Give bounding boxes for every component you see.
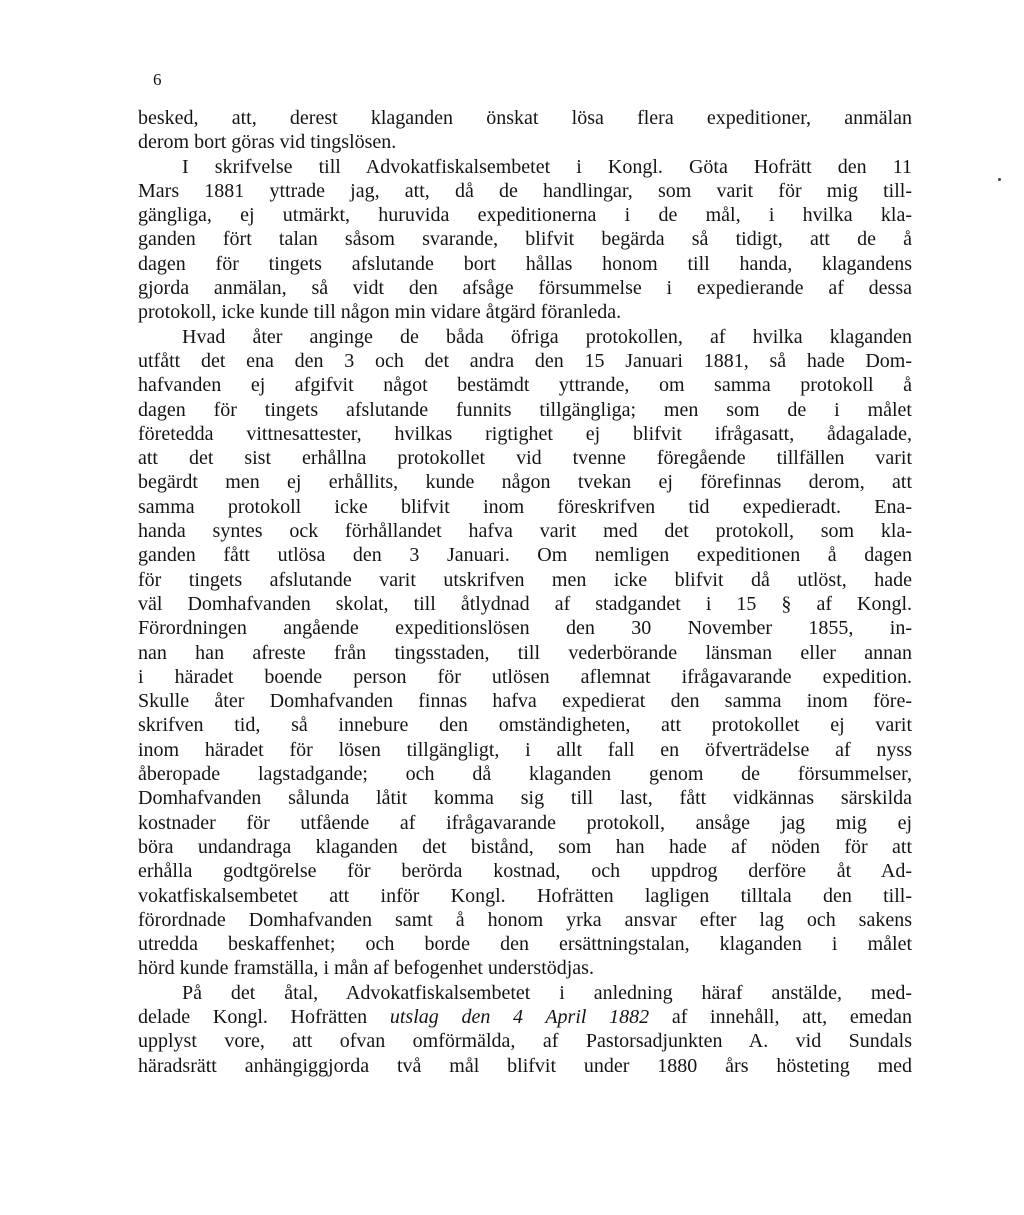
body-text (138, 106, 912, 1078)
text-line: skrifven tid, så innebure den omständigheten, att protokollet ej varit (138, 714, 912, 737)
text-line: ganden fört talan såsom svarande, blifvit begärda så tidigt, att de å (138, 228, 912, 251)
text-line: åberopade lagstadgande; och då klaganden genom de försummelser, (138, 763, 912, 786)
text-line: inom häradet för lösen tillgängligt, i allt fall en öfverträdelse af nyss (138, 738, 912, 761)
text-line: besked, att, derest klaganden önskat lösa flera expeditioner, anmälan (138, 107, 912, 129)
text-segment: af innehåll, att, emedan (649, 1005, 913, 1028)
text-segment: delade Kongl. Hofrätten (138, 1005, 390, 1028)
text-line: samma protokoll icke blifvit inom föreskrifven tid expedieradt. Ena- (138, 495, 912, 518)
text-line: företedda vittnesattester, hvilkas rigtighet ej blifvit ifrågasatt, ådagalade, (138, 422, 912, 445)
text-line: hörd kunde framställa, i mån af befogenhet understödjas. (138, 957, 594, 980)
text-line: förordnade Domhafvanden samt å honom yrka ansvar efter lag och sakens (138, 908, 912, 931)
text-line: handa syntes ock förhållandet hafva varit med det protokoll, som kla- (138, 520, 912, 543)
text-line: väl Domhafvanden skolat, till åtlydnad af stadgandet i 15 § af Kongl. (138, 592, 912, 615)
text-line: böra undandraga klaganden det bistånd, som han hade af nöden för att (138, 835, 912, 858)
text-line: derom bort göras vid tingslösen. (138, 131, 397, 154)
scan-speck (998, 178, 1001, 181)
text-line: kostnader för utfående af ifrågavarande protokoll, ansåge jag mig ej (138, 811, 912, 834)
text-line: häradsrätt anhängiggjorda två mål blifvit under 1880 års hösteting med (138, 1054, 912, 1077)
page-number: 6 (153, 70, 162, 89)
italic-citation: utslag den 4 April 1882 (389, 1005, 650, 1028)
text-line: begärdt men ej erhållits, kunde någon tvekan ej förefinnas derom, att (138, 471, 912, 494)
text-line: hafvanden ej afgifvit något bestämdt yttrande, om samma protokoll å (138, 374, 912, 397)
text-line: I skrifvelse till Advokatfiskalsembetet i Kongl. Göta Hofrätt den 11 (182, 155, 912, 178)
text-line: gängliga, ej utmärkt, huruvida expeditionerna i de mål, i hvilka kla- (138, 204, 912, 227)
text-line: vokatfiskalsembetet att inför Kongl. Hofrätten lagligen tilltala den till- (138, 884, 912, 907)
text-line: för tingets afslutande varit utskrifven men icke blifvit då utlöst, hade (138, 568, 912, 591)
text-line: Hvad åter anginge de båda öfriga protokollen, af hvilka klaganden (182, 325, 912, 348)
text-line: upplyst vore, att ofvan omförmälda, af Pastorsadjunkten A. vid Sundals (138, 1030, 912, 1053)
text-line: protokoll, icke kunde till någon min vidare åtgärd föranleda. (138, 301, 622, 324)
text-line: dagen för tingets afslutande bort hållas honom till handa, klagandens (138, 252, 912, 275)
text-line: utredda beskaffenhet; och borde den ersättningstalan, klaganden i målet (138, 933, 912, 956)
text-line: utfått det ena den 3 och det andra den 15 Januari 1881, så hade Dom- (138, 349, 912, 372)
text-line: Skulle åter Domhafvanden finnas hafva expedierat den samma inom före- (138, 690, 912, 713)
text-line: i häradet boende person för utlösen aflemnat ifrågavarande expedition. (138, 665, 912, 688)
text-line: att det sist erhållna protokollet vid tvenne föregående tillfällen varit (138, 447, 912, 470)
text-line: Mars 1881 yttrade jag, att, då de handlingar, som varit för mig till- (138, 179, 912, 202)
text-line: gjorda anmälan, så vidt den afsåge försummelse i expedierande af dessa (138, 277, 912, 300)
text-line-with-italic (138, 1005, 912, 1029)
text-line: ganden fått utlösa den 3 Januari. Om nemligen expeditionen å dagen (138, 544, 912, 567)
text-line: På det åtal, Advokatfiskalsembetet i anledning häraf anstälde, med- (182, 981, 912, 1004)
text-line: dagen för tingets afslutande funnits tillgängliga; men som de i målet (138, 398, 912, 421)
text-line: nan han afreste från tingsstaden, till vederbörande länsman eller annan (138, 641, 912, 664)
text-line: Förordningen angående expeditionslösen den 30 November 1855, in- (138, 617, 912, 640)
text-line: Domhafvanden sålunda låtit komma sig till last, fått vidkännas särskilda (138, 787, 912, 810)
text-line: erhålla godtgörelse för berörda kostnad, och uppdrog derföre åt Ad- (138, 860, 912, 883)
